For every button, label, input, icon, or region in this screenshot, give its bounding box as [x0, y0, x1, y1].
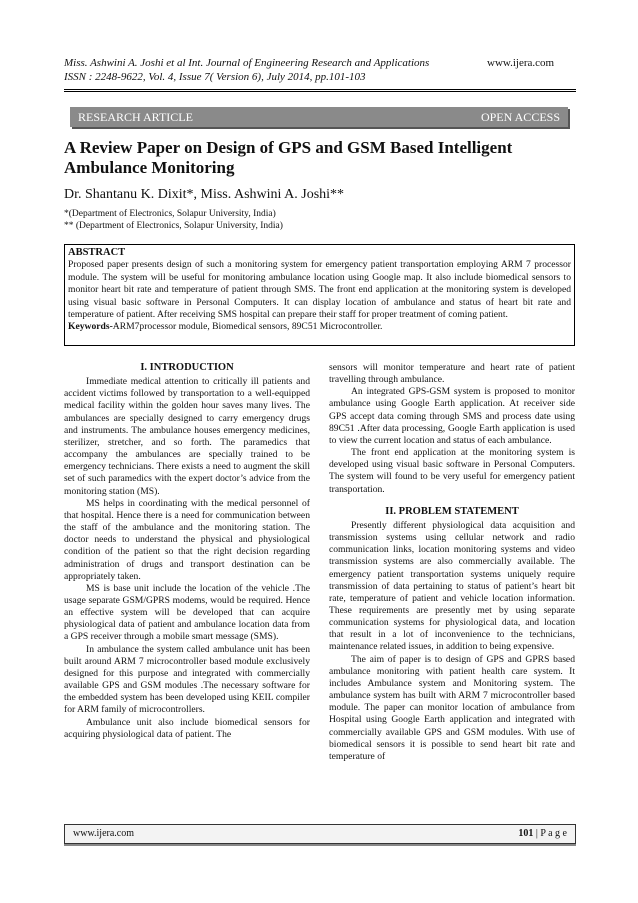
abstract-text: Proposed paper presents design of such a monitoring system for emergency patient transportation employing ARM 7 processor module. The system will be useful for monitoring ambulance location using Google map. It also include biomedical sensors to monitor heart bit rate and temperature of patient through SMS. The front end application at the monitoring system is developed using visual basic software in Personal Computers. It can display location of ambulance and status of heart bit rate and temperature of patient. After receiving SMS hospital can prepare their staff for proper treatment of coming patient.: [68, 259, 571, 321]
paragraph: MS is base unit include the location of the vehicle .The usage separate GSM/GPRS modems, would be required. Hence an effective system will be developed that can acquire physiological data of patient and ambulance location data from a GPS receiver through a mobile smart message (SMS).: [64, 582, 310, 643]
paragraph: In ambulance the system called ambulance unit has been built around ARM 7 microcontroller based module exclusively designed for this purpose and integrated with commercially available GPS and GSM modules .The necessary software for the embedded system has been developed using KEIL compiler for ARM family of microcontrollers.: [64, 643, 310, 716]
paragraph: MS helps in coordinating with the medical personnel of that hospital. Hence there is a need for communication between the staff of the ambulance and the monitoring station. The doctor needs to understand the physical and physiological condition of the patient so that the right decision regarding administration of drugs and transport destination can be appropriately taken.: [64, 497, 310, 582]
paragraph: The aim of paper is to design of GPS and GPRS based ambulance monitoring with patient health care system. It includes Ambulance system and Monitoring system. The ambulance system has built with ARM 7 microcontroller based module. The paper can monitor location of ambulance from Hospital using Google Earth application and integrated with commercially available GPS and GSM modules. With use of biomedical sensors it is possible to send heart bit rate and temperature of: [329, 653, 575, 762]
paragraph: An integrated GPS-GSM system is proposed to monitor ambulance using Google Earth application. At receiver side GPS accept data coming through SMS and process date using 89C51 .After data processing, Google Earth application is used to view the current location and status of each ambulance.: [329, 386, 575, 446]
abstract-heading: ABSTRACT: [68, 247, 126, 258]
footer-website: www.ijera.com: [73, 828, 134, 839]
page-number: 101: [518, 828, 534, 839]
paragraph: The front end application at the monitoring system is developed using visual basic software in Personal Computers. The system will found to be very useful for emergency patient transportation.: [329, 447, 575, 495]
article-type-banner: [70, 107, 568, 127]
header-rule-2: [64, 91, 576, 92]
open-access-label: OPEN ACCESS: [480, 110, 560, 124]
page-footer: [64, 824, 576, 844]
section-heading-problem-statement: II. PROBLEM STATEMENT: [385, 505, 519, 517]
paper-title: A Review Paper on Design of GPS and GSM Based Intelligent Ambulance Monitoring: [64, 138, 513, 177]
header-rule: [64, 89, 576, 90]
abstract-box: [64, 244, 575, 346]
paragraph: Immediate medical attention to critically ill patients and accident victims followed by transportation to a well-equipped medical facility within the golden hour saves many lives. The ambulances are specially designed to carry emergency drugs and instruments. The ambulance houses emergency medicines, sterilizer, stretcher, and so forth. The paramedics that accompany the ambulances are specially trained to be emergency technicians. There exists a need to augment the skill set of such paramedics with the expert doctor’s advice from the monitoring station (MS).: [64, 376, 310, 497]
journal-issn-line: ISSN : 2248-9622, Vol. 4, Issue 7( Version 6), July 2014, pp.101-103: [64, 71, 366, 83]
journal-header: [64, 56, 484, 84]
page-label: | P a g e: [533, 828, 567, 839]
affiliation-2: ** (Department of Electronics, Solapur University, India): [64, 221, 283, 231]
keywords-text: ARM7processor module, Biomedical sensors, 89C51 Microcontroller.: [112, 321, 383, 333]
paper-authors: Dr. Shantanu K. Dixit*, Miss. Ashwini A. Joshi**: [64, 187, 345, 202]
journal-citation-line: Miss. Ashwini A. Joshi et al Int. Journal of Engineering Research and Applications: [64, 57, 430, 69]
right-column: [329, 362, 575, 763]
paragraph: Ambulance unit also include biomedical sensors for acquiring physiological data of patient. The: [64, 716, 310, 740]
affiliation-1: *(Department of Electronics, Solapur University, India): [64, 209, 276, 219]
left-column: [64, 362, 310, 741]
journal-website: www.ijera.com: [487, 57, 555, 69]
keywords-label: Keywords-: [68, 321, 113, 333]
footer-page-info: [518, 825, 567, 843]
research-article-label: RESEARCH ARTICLE: [78, 110, 193, 124]
paragraph: Presently different physiological data acquisition and transmission systems using cellular network and radio communication links, location monitoring systems and video transmission systems are also commercially available. The emergency patient transportation systems uniquely require transmission of data pertaining to status of patient’s heart bit rate, temperature of patient and vehicle location information. These requirements are presently met by using separate communication systems for physiological data, and location that result in a lot of inconvenience to the technicians, maintenance related issues, in addition to being expensive.: [329, 519, 575, 653]
section-heading-introduction: I. INTRODUCTION: [140, 362, 234, 373]
paragraph: sensors will monitor temperature and heart rate of patient travelling through ambulance.: [329, 362, 575, 386]
